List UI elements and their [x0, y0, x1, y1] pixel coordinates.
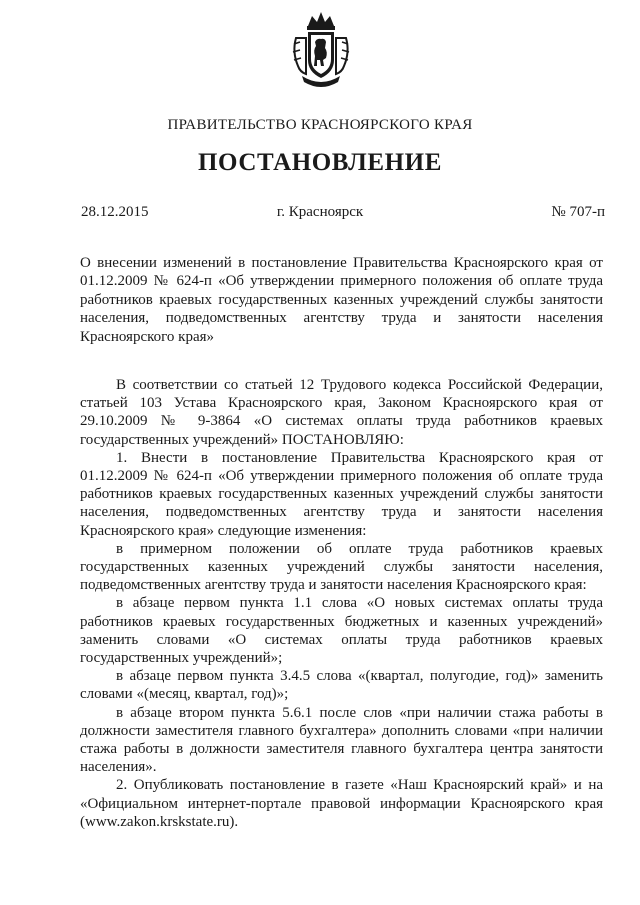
- body-paragraph: 2. Опубликовать постановление в газете «Наш Красноярский край» и на «Официальном интернет-портале правовой информации Красноярского края (www.zakon.krskstate.ru).: [80, 777, 603, 830]
- document-body: [80, 376, 603, 831]
- document-city: г. Красноярск: [276, 204, 364, 220]
- body-paragraph: в абзаце первом пункта 3.4.5 слова «(квартал, полугодие, год)» заменить словами «(месяц, квартал, год)»;: [80, 668, 603, 703]
- body-paragraph: В соответствии со статьей 12 Трудового кодекса Российской Федерации, статьей 103 Устава Красноярского края, Законом Красноярского края от 29.10.2009 № 9-3864 «О системах оплаты труда работников краевых государственных учреждений» ПОСТАНОВЛЯЮ:: [80, 377, 603, 448]
- issuing-authority: ПРАВИТЕЛЬСТВО КРАСНОЯРСКОГО КРАЯ: [167, 117, 473, 133]
- body-paragraph: в абзаце втором пункта 5.6.1 после слов «при наличии стажа работы в должности заместителя главного бухгалтера» дополнить словами «при наличии стажа работы в должности заместителя главного бухгалтера центра занятости населения».: [80, 704, 603, 776]
- body-paragraph: 1. Внести в постановление Правительства Красноярского края от 01.12.2009 № 624-п «Об утверждении примерного положения об оплате труда работников краевых государственных казенных учреждений службы занятости населения, подведомственных агентству труда и занятости населения Красноярского края» следующие изменения:: [80, 449, 603, 539]
- body-paragraph: в примерном положении об оплате труда работников краевых государственных казенных учреждений службы занятости населения, подведомственных агентству труда и занятости населения Красноярского края:: [80, 540, 603, 594]
- document-date: 28.12.2015: [81, 204, 149, 220]
- coat-of-arms-icon: [290, 8, 352, 88]
- body-paragraph: в абзаце первом пункта 1.1 слова «О новых системах оплаты труда работников краевых государственных бюджетных и казенных учреждений» заменить словами «О системах оплаты труда работников краевых государственных учреждений»;: [80, 595, 603, 667]
- document-subject: О внесении изменений в постановление Правительства Красноярского края от 01.12.2009 № 624-п «Об утверждении примерного положения об оплате труда работников краевых государственных казенных учреждений службы занятости населения, подведомственных агентству труда и занятости населения Красноярского края»: [80, 255, 603, 345]
- document-type-title: ПОСТАНОВЛЕНИЕ: [197, 149, 443, 176]
- document-number: № 707-п: [551, 204, 605, 220]
